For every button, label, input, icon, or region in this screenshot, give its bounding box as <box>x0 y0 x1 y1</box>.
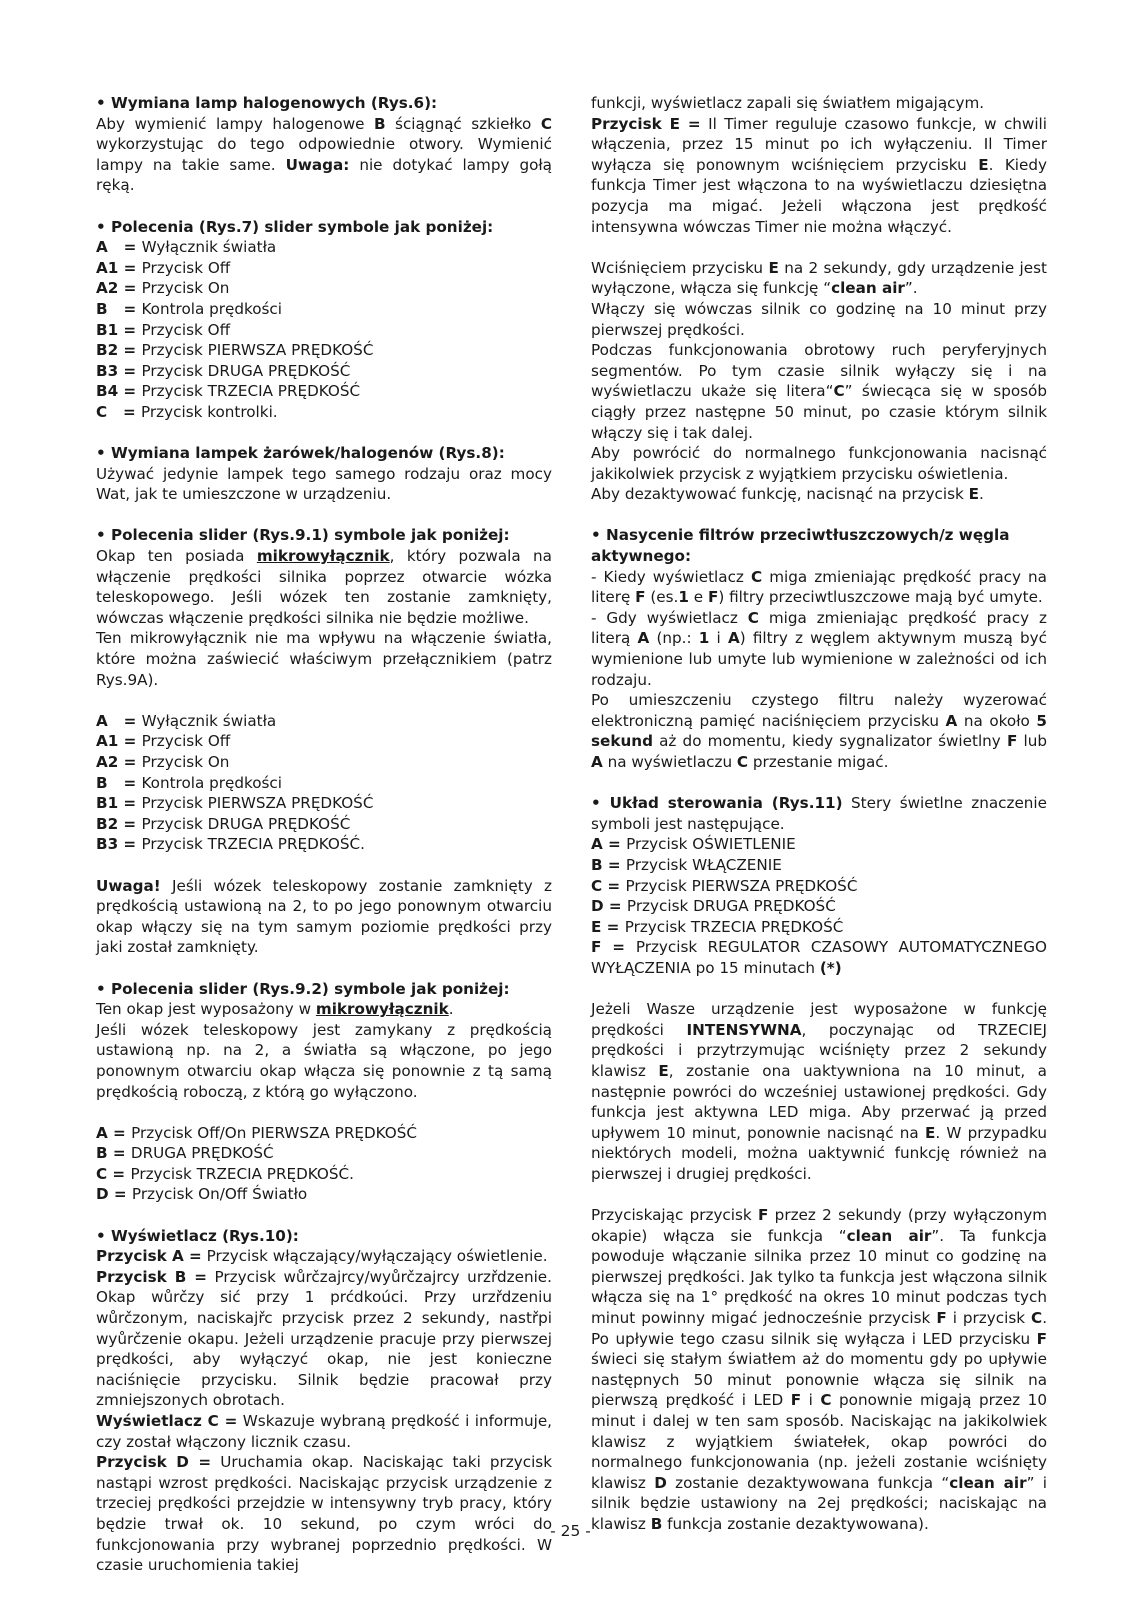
symbol-key: B = <box>96 773 142 792</box>
symbol-list <box>96 237 552 422</box>
left-column <box>96 93 552 1576</box>
section-heading: • Polecenia (Rys.7) slider symbole jak poniżej: <box>96 217 494 236</box>
paragraph: Po umieszczeniu czystego filtru należy wyzerować elektroniczną pamięć naciśnięciem przycisku A na około 5 sekund aż do momentu, kiedy sygnalizator świetlny F lub A na wyświetlaczu C przestanie migać. <box>591 691 1047 771</box>
list-item <box>96 793 552 814</box>
paragraph: Jeżeli Wasze urządzenie jest wyposażone w funkcję prędkości INTENSYWNA, poczynając od TRZECIEJ prędkości i przytrzymując wciśnięty przez 2 sekundy klawisz E, zostanie ona uaktywniona na 10 minut, a następnie powróci do wcześniej ustawionej prędkości. Gdy funkcja jest aktywna LED miga. Aby przerwać ją przed upływem 10 minut, ponownie nacisnąć na E. W przypadku niektórych modeli, można uaktywnić funkcję również na pierwszej i drugiej prędkości. <box>591 1000 1048 1183</box>
symbol-value: Przycisk DRUGA PRĘDKOŚĆ <box>626 897 836 916</box>
section-heading: • Wymiana lampek żarówek/halogenów (Rys.8): <box>96 444 505 463</box>
symbol-value: Przycisk PIERWSZA PRĘDKOŚĆ <box>625 876 858 895</box>
section-heading: • Wymiana lamp halogenowych (Rys.6): <box>96 94 438 112</box>
symbol-key: C = <box>96 402 142 421</box>
symbol-key: D = <box>591 897 627 916</box>
paragraph: Używać jedynie lampek tego samego rodzaju oraz mocy Wat, jak te umieszczone w urządzeniu. <box>96 464 552 504</box>
symbol-key: B1 = <box>96 320 142 339</box>
list-item <box>96 278 552 299</box>
paragraph: Podczas funkcjonowania obrotowy ruch peryferyjnych segmentów. Po tym czasie silnik wyłączy się i na wyświetlaczu ukaże się litera“C” świecąca się w sposób ciągły przez następne 50 minut, po czasie którym silnik włączy się i tak dalej. <box>591 341 1047 442</box>
paragraph: Aby powrócić do normalnego funkcjonowania nacisnąć jakikolwiek przycisk z wyjątkiem przycisku oświetlenia. <box>591 444 1047 483</box>
symbol-key: B4 = <box>96 382 142 401</box>
symbol-key: C = <box>591 876 626 895</box>
paragraph: Aby dezaktywować funkcję, nacisnąć na przycisk E. <box>591 485 984 504</box>
list-item <box>96 237 552 258</box>
list-item: F = Przycisk REGULATOR CZASOWY AUTOMATYCZNEGO WYŁĄCZENIA po 15 minutach (*) <box>591 938 1047 977</box>
symbol-list <box>96 711 552 855</box>
list-item <box>96 773 552 794</box>
list-item <box>591 834 1047 855</box>
symbol-value: Przycisk Off <box>141 732 231 751</box>
symbol-value: Przycisk OŚWIETLENIE <box>626 835 796 854</box>
section-heading: • Wyświetlacz (Rys.10): <box>96 1226 299 1245</box>
list-item <box>96 752 552 773</box>
symbol-value: Kontrola prędkości <box>141 299 282 318</box>
list-item <box>96 340 552 361</box>
paragraph: - Kiedy wyświetlacz C miga zmieniając prędkość pracy na literę F (es.1 e F) filtry przeciwtluszczowe mają być umyte. <box>591 567 1047 607</box>
symbol-value: Przycisk On <box>141 753 230 771</box>
paragraph: Przycisk A = Przycisk włączający/wyłączający oświetlenie. <box>96 1247 548 1266</box>
page-number: - 25 - <box>550 1522 591 1540</box>
symbol-value: Przycisk DRUGA PRĘDKOŚĆ <box>141 361 351 380</box>
symbol-key: A = <box>96 238 142 257</box>
list-item <box>591 876 1047 897</box>
symbol-value: Przycisk On <box>141 279 230 298</box>
paragraph: Przycisk D = Uruchamia okap. Naciskając taki przycisk nastąpi wzrost prędkości. Naciskając przycisk urządzenie z trzeciej prędkości przejdzie w intensywny tryb pracy, który będzie trwał ok. 10 sekund, po czym wróci do funkcjonowania przy wybranej poprzednio prędkości. W czasie uruchomienia takiej <box>96 1453 552 1575</box>
list-item <box>96 834 552 855</box>
symbol-value: Przycisk kontrolki. <box>141 402 278 421</box>
symbol-value: Przycisk TRZECIA PRĘDKOŚĆ <box>624 917 844 936</box>
symbol-value: Wyłącznik światła <box>141 238 277 257</box>
paragraph: funkcji, wyświetlacz zapali się światłem migającym. <box>591 94 985 112</box>
symbol-value: DRUGA PRĘDKOŚĆ <box>130 1144 274 1163</box>
symbol-key: E = <box>591 917 625 936</box>
list-item <box>591 896 1047 917</box>
paragraph: Aby wymienić lampy halogenowe B ściągnąć szkiełko C wykorzystując do tego odpowiednie otwory. Wymienić lampy na takie same. Uwaga: nie dotykać lampy gołą ręką. <box>96 114 552 195</box>
symbol-value: Wyłącznik światła <box>141 711 277 730</box>
list-item <box>96 402 552 423</box>
list-item <box>591 917 1047 938</box>
symbol-key: A2 = <box>96 753 142 771</box>
list-item <box>96 1164 552 1185</box>
symbol-key: A = <box>591 835 627 854</box>
symbol-value: Przycisk TRZECIA PRĘDKOŚĆ <box>141 382 361 401</box>
list-item <box>96 1184 552 1205</box>
section-heading: • Nasycenie filtrów przeciwtłuszczowych/z węgla aktywnego: <box>591 526 1010 566</box>
symbol-list <box>591 834 1047 937</box>
symbol-key: C = <box>96 1164 131 1183</box>
symbol-value: Przycisk PIERWSZA PRĘDKOŚĆ <box>141 794 374 813</box>
list-item <box>96 258 552 279</box>
list-item <box>96 814 552 835</box>
list-item <box>96 320 552 341</box>
symbol-value: Przycisk Off <box>141 258 231 277</box>
list-item <box>96 1143 552 1164</box>
symbol-value: Przycisk TRZECIA PRĘDKOŚĆ. <box>130 1164 354 1183</box>
symbol-key: A1 = <box>96 258 142 277</box>
paragraph: Włączy się wówczas silnik co godzinę na 10 minut przy pierwszej prędkości. <box>591 299 1047 339</box>
symbol-key: A2 = <box>96 279 142 298</box>
paragraph: Przycisk B = Przycisk wůrčzajrcy/wyůrčzajrcy urzřdzenie. Okap wůrčzy sić przy 1 prćdkoúci. Przy urzřdzeniu wůrčzonym, naciskajřc przycisk przez 2 sekundy, nastřpi wyůrčzenie okapu. Jeżeli urządzenie pracuje przy pierwszej prędkości, aby wyłączyć okap, nie jest konieczne naciśnięcie przycisku. Silnik będzie pracował przy zmniejszonych obrotach. <box>96 1267 552 1410</box>
symbol-value: Przycisk DRUGA PRĘDKOŚĆ <box>141 814 351 833</box>
list-item <box>96 361 552 382</box>
symbol-value: Kontrola prędkości <box>141 773 282 792</box>
paragraph: Ten mikrowyłącznik nie ma wpływu na włączenie światła, które można zaświecić właściwym przełącznikiem (patrz Rys.9A). <box>96 629 552 689</box>
symbol-value: Przycisk WŁĄCZENIE <box>625 855 782 874</box>
list-item <box>96 731 552 752</box>
paragraph: • Układ sterowania (Rys.11) Stery świetlne znaczenie symboli jest następujące. <box>591 794 1047 833</box>
right-column <box>591 93 1047 1535</box>
paragraph: Okap ten posiada mikrowyłącznik, który pozwala na włączenie prędkości silnika poprzez otwarcie wózka teleskopowego. Jeśli wózek ten zostanie zamknięty, wówczas włączenie prędkości silnika nie będzie możliwe. <box>96 547 552 627</box>
paragraph: Wciśnięciem przycisku E na 2 sekundy, gdy urządzenie jest wyłączone, włącza się funkcję “clean air”. <box>591 258 1047 298</box>
symbol-value: Przycisk Off <box>141 320 231 339</box>
section-heading: • Polecenia slider (Rys.9.1) symbole jak poniżej: <box>96 526 510 545</box>
symbol-key: B = <box>591 855 626 874</box>
symbol-list <box>96 1123 552 1205</box>
symbol-value: Przycisk TRZECIA PRĘDKOŚĆ. <box>141 835 365 854</box>
symbol-value: Przycisk Off/On PIERWSZA PRĘDKOŚĆ <box>131 1123 417 1142</box>
paragraph: Przycisk E = Il Timer reguluje czasowo funkcje, w chwili włączenia, przez 15 minut po ich wyłączeniu. Il Timer wyłącza się ponownym wciśnięciem przycisku E. Kiedy funkcja Timer jest włączona to na wyświetlaczu dziesiętna pozycja ma migać. Jeżeli włączona jest prędkość intensywna wówczas Timer nie można włączyć. <box>591 114 1047 236</box>
section-heading: • Polecenia slider (Rys.9.2) symbole jak poniżej: <box>96 979 510 998</box>
symbol-key: B3 = <box>96 835 142 854</box>
symbol-value: Przycisk PIERWSZA PRĘDKOŚĆ <box>141 341 374 360</box>
symbol-value: Przycisk On/Off Światło <box>131 1185 308 1204</box>
symbol-key: B3 = <box>96 361 142 380</box>
note-paragraph: Uwaga! Jeśli wózek teleskopowy zostanie zamknięty z prędkością ustawioną na 2, to po jego ponownym otwarciu okap włączy się na tym samym poziomie prędkości przy jaki został zamknięty. <box>96 876 552 957</box>
list-item <box>96 1123 552 1144</box>
list-item <box>96 711 552 732</box>
symbol-key: B = <box>96 299 142 318</box>
list-item <box>96 381 552 402</box>
paragraph: - Gdy wyświetlacz C miga zmieniając prędkość pracy z literą A (np.: 1 i A) filtry z węglem aktywnym muszą być wymienione lub umyte lub wymienione w zależności od ich rodzaju. <box>591 608 1047 689</box>
paragraph: Ten okap jest wyposażony w mikrowyłącznik. <box>96 1000 454 1019</box>
symbol-key: B1 = <box>96 794 142 813</box>
symbol-key: A = <box>96 1123 132 1142</box>
symbol-key: B2 = <box>96 814 142 833</box>
symbol-key: A = <box>96 711 142 730</box>
paragraph: Jeśli wózek teleskopowy jest zamykany z prędkością ustawioną np. na 2, a światła są włączone, po jego ponownym otwarciu okap włącza się ponownie z tą samą prędkością roboczą, z którą go wyłączono. <box>96 1020 552 1101</box>
list-item <box>591 855 1047 876</box>
symbol-key: A1 = <box>96 732 142 751</box>
symbol-key: B = <box>96 1144 131 1163</box>
list-item <box>96 299 552 320</box>
symbol-key: B2 = <box>96 341 142 360</box>
paragraph: Wyświetlacz C = Wskazuje wybraną prędkość i informuje, czy został włączony licznik czasu. <box>96 1412 553 1451</box>
paragraph: Przyciskając przycisk F przez 2 sekundy (przy wyłączonym okapie) włącza sie funkcja “clean air”. Ta funkcja powoduje włączanie silnika przez 10 minut co godzinę na pierwszej prędkości. Jak tylko ta funkcja jest włączona silnik włącza się na 1° prędkość na okres 10 minut podczas tych minut powinny migać jednocześnie przycisk F i przycisk C. Po upływie tego czasu silnik się wyłącza i LED przycisku F świeci się stałym światłem aż do momentu gdy po upływie następnych 50 minut ponownie włącza się silnik na pierwszą prędkość i LED F i C ponownie migają przez 10 minut i dalej w ten sam sposób. Naciskając na jakikolwiek klawisz z wyjątkiem światełek, okap powróci do normalnego funkcjonowania (np. jeżeli zostanie wciśnięty klawisz D zostanie dezaktywowana funkcja “clean air” i silnik będzie ustawiony na 2ej prędkości; naciskając na klawisz B funkcja zostanie dezaktywowana). <box>591 1206 1048 1533</box>
symbol-key: D = <box>96 1185 132 1204</box>
